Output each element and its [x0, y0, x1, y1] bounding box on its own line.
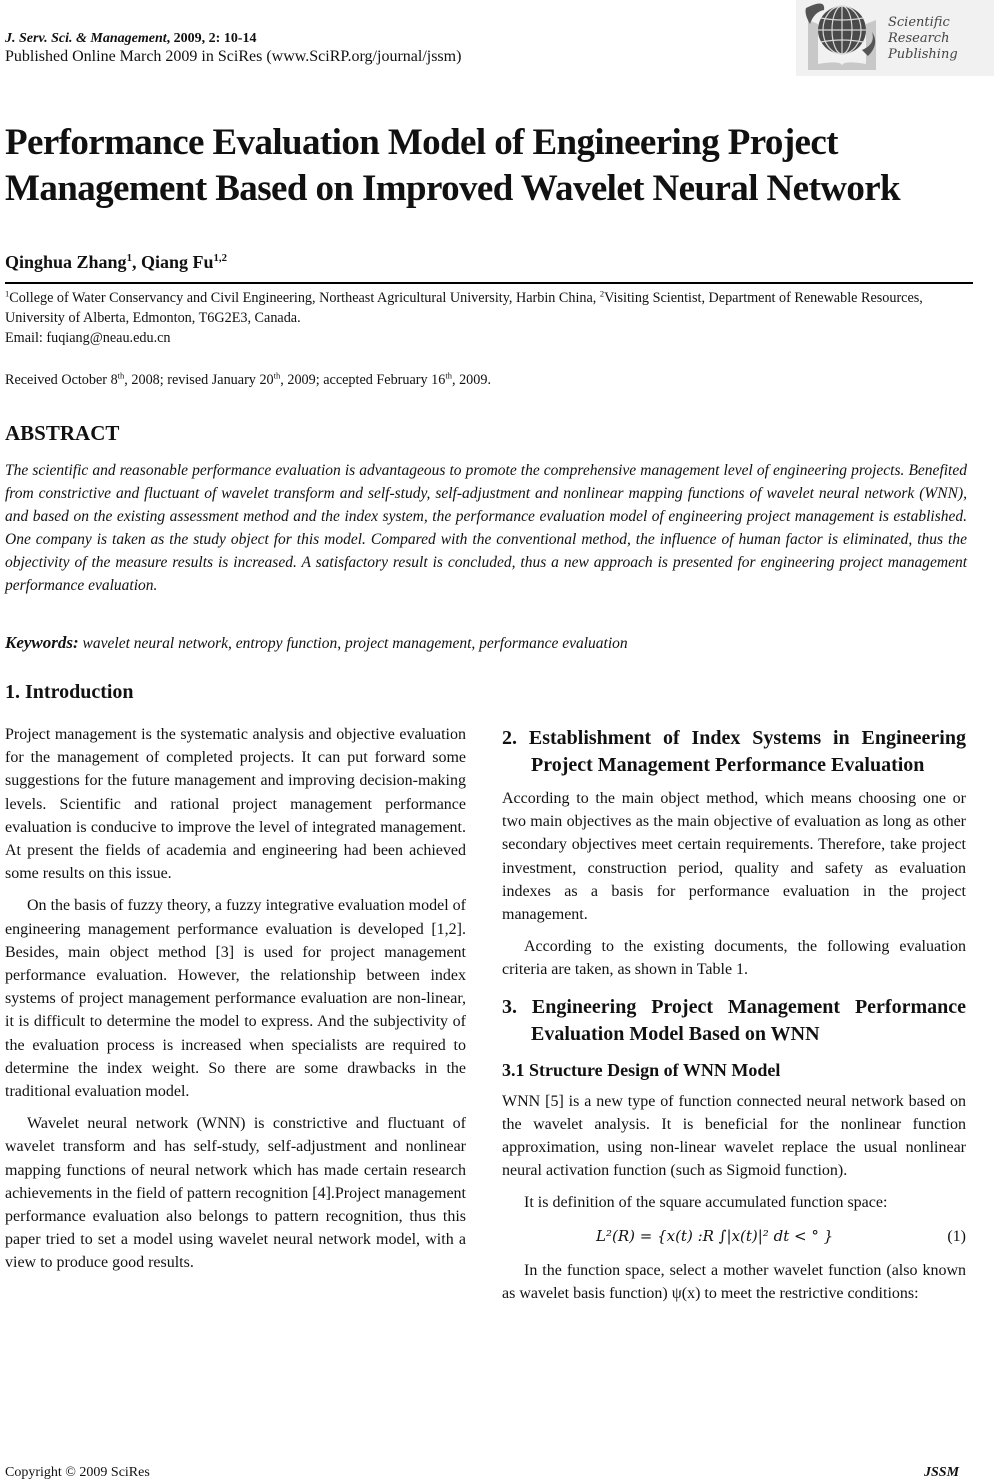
equation-1: [502, 1215, 966, 1259]
journal-name: J. Serv. Sci. & Management: [5, 31, 167, 46]
paragraph: Project management is the systematic analysis and objective evaluation for the management of completed projects. It can put forward some suggestions for the future management and improving decision-making levels. Scientific and rational project management performance evaluation is conducive to improve the level of integrated management. At present the fields of academia and engineering had been achieved some results on this issue.: [5, 726, 466, 883]
paragraph: In the function space, select a mother wavelet function (also known as wavelet basis function) ψ(x) to meet the restrictive conditions:: [502, 1261, 966, 1302]
equation-formula: L²(R) = {x(t) :R ∫|x(t)|² dt < ° }: [596, 1226, 834, 1245]
keywords: [5, 633, 628, 653]
paragraph: On the basis of fuzzy theory, a fuzzy integrative evaluation model of engineering management performance evaluation is developed [1,2]. Besides, main object method [3] is used for project management performance evaluation. However, the relationship between index systems of project management performance evaluation are non-linear, it is difficult to determine the model to express. And the subjectivity of the evaluation process is increased when specialists are required to determine the index weight. So there are some drawbacks in the traditional evaluation model.: [5, 897, 466, 1101]
author-email[interactable]: Email: fuqiang@neau.edu.cn: [5, 330, 171, 346]
journal-citation: [5, 31, 256, 47]
journal-abbreviation: JSSM: [924, 1465, 960, 1480]
author-name: Qinghua Zhang: [5, 252, 127, 272]
left-column: [5, 723, 466, 1275]
published-info: Published Online March 2009 in SciRes (www.SciRP.org/journal/jssm): [5, 48, 462, 65]
equation-number: (1): [947, 1227, 966, 1245]
section-heading-introduction: 1. Introduction: [5, 681, 134, 703]
keywords-label: Keywords:: [5, 633, 79, 652]
section-heading-index-systems: 2. Establishment of Index Systems in Engineering Project Management Performance Evaluation: [502, 727, 966, 776]
author-name: Qiang Fu: [140, 252, 214, 272]
section-heading-wnn-model: 3. Engineering Project Management Performance Evaluation Model Based on WNN: [502, 995, 966, 1045]
paragraph: According to the main object method, which means choosing one or two main objectives as the main objective of evaluation as long as other secondary objectives meet certain requirements. Therefore, take project investment, construction period, quality and safety as evaluation indexes as a basis for performance evaluation in the project management.: [502, 790, 966, 924]
keywords-list: wavelet neural network, entropy function, project management, performance evaluation: [82, 635, 628, 652]
paragraph: WNN [5] is a new type of function connected neural network based on the wavelet analysis. It is beneficial for the nonlinear function approximation, using non-linear wavelet replace the usual nonlinear neural activation function (such as Sigmoid function).: [502, 1092, 966, 1180]
affiliations: $^1$College of Water Conservancy and Civil Engineering, Northeast Agricultural University, Harbin China, $^2$Visiting Scientist, Department of Renewable Resources, University of Alberta, Edmonton, T6G2E3, Canada. Email: fuqiang@neau.edu.cn: [5, 288, 970, 348]
submission-dates: Received October 8th, 2008; revised January 20th, 2009; accepted February 16th, 2009.: [5, 370, 491, 388]
author-list: Qinghua Zhang$^1$, Qiang Fu$^{1,2}$: [5, 252, 227, 272]
abstract-heading: ABSTRACT: [5, 421, 120, 445]
paragraph: Wavelet neural network (WNN) is constrictive and fluctuant of wavelet transform and has self-study, self-adjustment and nonlinear mapping functions of neural network which has made certain research achievements in the field of pattern recognition [4].Project management performance evaluation also belongs to pattern recognition, thus this paper tried to set a model using wavelet neural network model, with a view to produce good results.: [5, 1115, 466, 1272]
publisher-logo: [796, 0, 994, 76]
paragraph: It is definition of the square accumulated function space:: [524, 1194, 888, 1212]
paragraph: According to the existing documents, the following evaluation criteria are taken, as shown in Table 1.: [502, 938, 966, 979]
header-divider: [5, 282, 973, 284]
copyright-notice: Copyright © 2009 SciRes: [5, 1465, 150, 1480]
abstract-text: The scientific and reasonable performance evaluation is advantageous to promote the comprehensive management level of engineering projects. Benefited from constrictive and fluctuant of wavelet transform and self-study, self-adjustment and nonlinear mapping functions of wavelet neural network (WNN), and based on the existing assessment method and the index system, the performance evaluation model of engineering project management is established. One company is taken as the study object for this model. Compared with the conventional method, the influence of human factor is eliminated, thus the objectivity of the measure results is increased. A satisfactory result is concluded, thus a new approach is presented for engineering project management performance evaluation.: [5, 462, 967, 594]
subsection-heading-structure-design: 3.1 Structure Design of WNN Model: [502, 1059, 781, 1080]
paper-title: Performance Evaluation Model of Engineering Project Management Based on Improved Wavelet Neural Network: [5, 122, 901, 209]
right-column: [502, 725, 966, 1305]
publisher-name: Scientific Research Publishing: [888, 15, 958, 62]
journal-volume: , 2009, 2: 10-14: [166, 31, 257, 46]
globe-book-icon: [796, 0, 888, 76]
